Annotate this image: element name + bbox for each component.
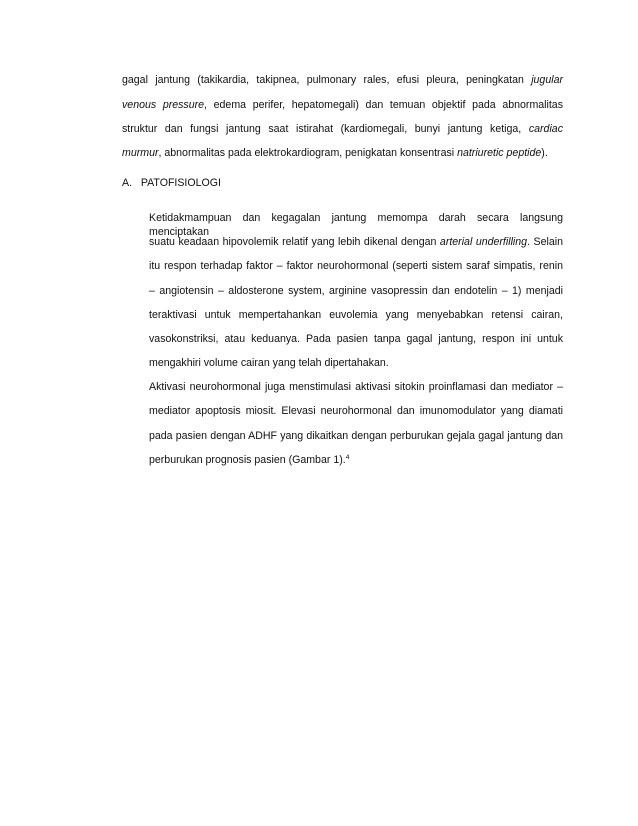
para1-line-6: vasokonstriksi, atau keduanya. Pada pasien tanpa gagal jantung, respon ini untuk	[149, 333, 563, 345]
para2-line-3: pada pasien dengan ADHF yang dikaitkan dengan perburukan gejala gagal jantung dan	[149, 430, 563, 442]
citation-superscript: 4	[345, 454, 350, 461]
para2-line-1: Aktivasi neurohormonal juga menstimulasi aktivasi sitokin proinflamasi dan mediator –	[149, 381, 563, 393]
para1-line-2-text-b: . Selain	[527, 236, 563, 248]
intro-line-4-italic-b: natriuretic peptide	[457, 147, 542, 159]
para1-line-1: Ketidakmampuan dan kegagalan jantung memompa darah secara langsung menciptakan	[149, 212, 563, 238]
intro-line-1	[122, 73, 563, 87]
intro-line-4-text-b: ).	[541, 147, 548, 159]
para1-line-3: itu respon terhadap faktor – faktor neurohormonal (seperti sistem saraf simpatis, renin	[149, 260, 563, 272]
para1-line-2-text-a: suatu keadaan hipovolemik relatif yang lebih dikenal dengan	[149, 236, 437, 248]
para1-line-2	[149, 235, 563, 249]
intro-line-3-text: struktur dan fungsi jantung saat istirahat (kardiomegali, bunyi jantung ketiga,	[122, 123, 522, 135]
intro-line-3-italic: cardiac	[528, 123, 563, 135]
para2-line-2: mediator apoptosis miosit. Elevasi neurohormonal dan imunomodulator yang diamati	[149, 405, 563, 417]
intro-line-4	[122, 146, 563, 160]
para2-line-4-text: perburukan prognosis pasien (Gambar 1).	[149, 454, 346, 466]
para2-line-4	[149, 453, 563, 467]
section-marker: A.	[122, 177, 133, 189]
section-heading	[122, 176, 221, 190]
para1-line-2-italic: arterial underfilling	[439, 236, 528, 248]
intro-line-2-italic: venous pressure	[122, 99, 205, 111]
intro-line-2-text: , edema perifer, hepatomegali) dan temuan objektif pada abnormalitas	[204, 99, 563, 111]
intro-line-3	[122, 122, 563, 136]
intro-line-1-text: gagal jantung (takikardia, takipnea, pulmonary rales, efusi pleura, peningkatan	[122, 74, 524, 86]
intro-line-4-text-a: , abnormalitas pada elektrokardiogram, penigkatan konsentrasi	[158, 147, 455, 159]
para1-line-4: – angiotensin – aldosterone system, arginine vasopressin dan endotelin – 1) menjadi	[149, 285, 563, 297]
intro-line-2	[122, 98, 563, 112]
intro-line-1-italic: jugular	[531, 74, 563, 86]
intro-line-4-italic-a: murmur	[122, 147, 159, 159]
section-title: PATOFISIOLOGI	[140, 177, 221, 189]
para1-line-7: mengakhiri volume cairan yang telah dipertahakan.	[149, 357, 389, 369]
para1-line-5: teraktivasi untuk mempertahankan euvolemia yang menyebabkan retensi cairan,	[149, 309, 563, 321]
